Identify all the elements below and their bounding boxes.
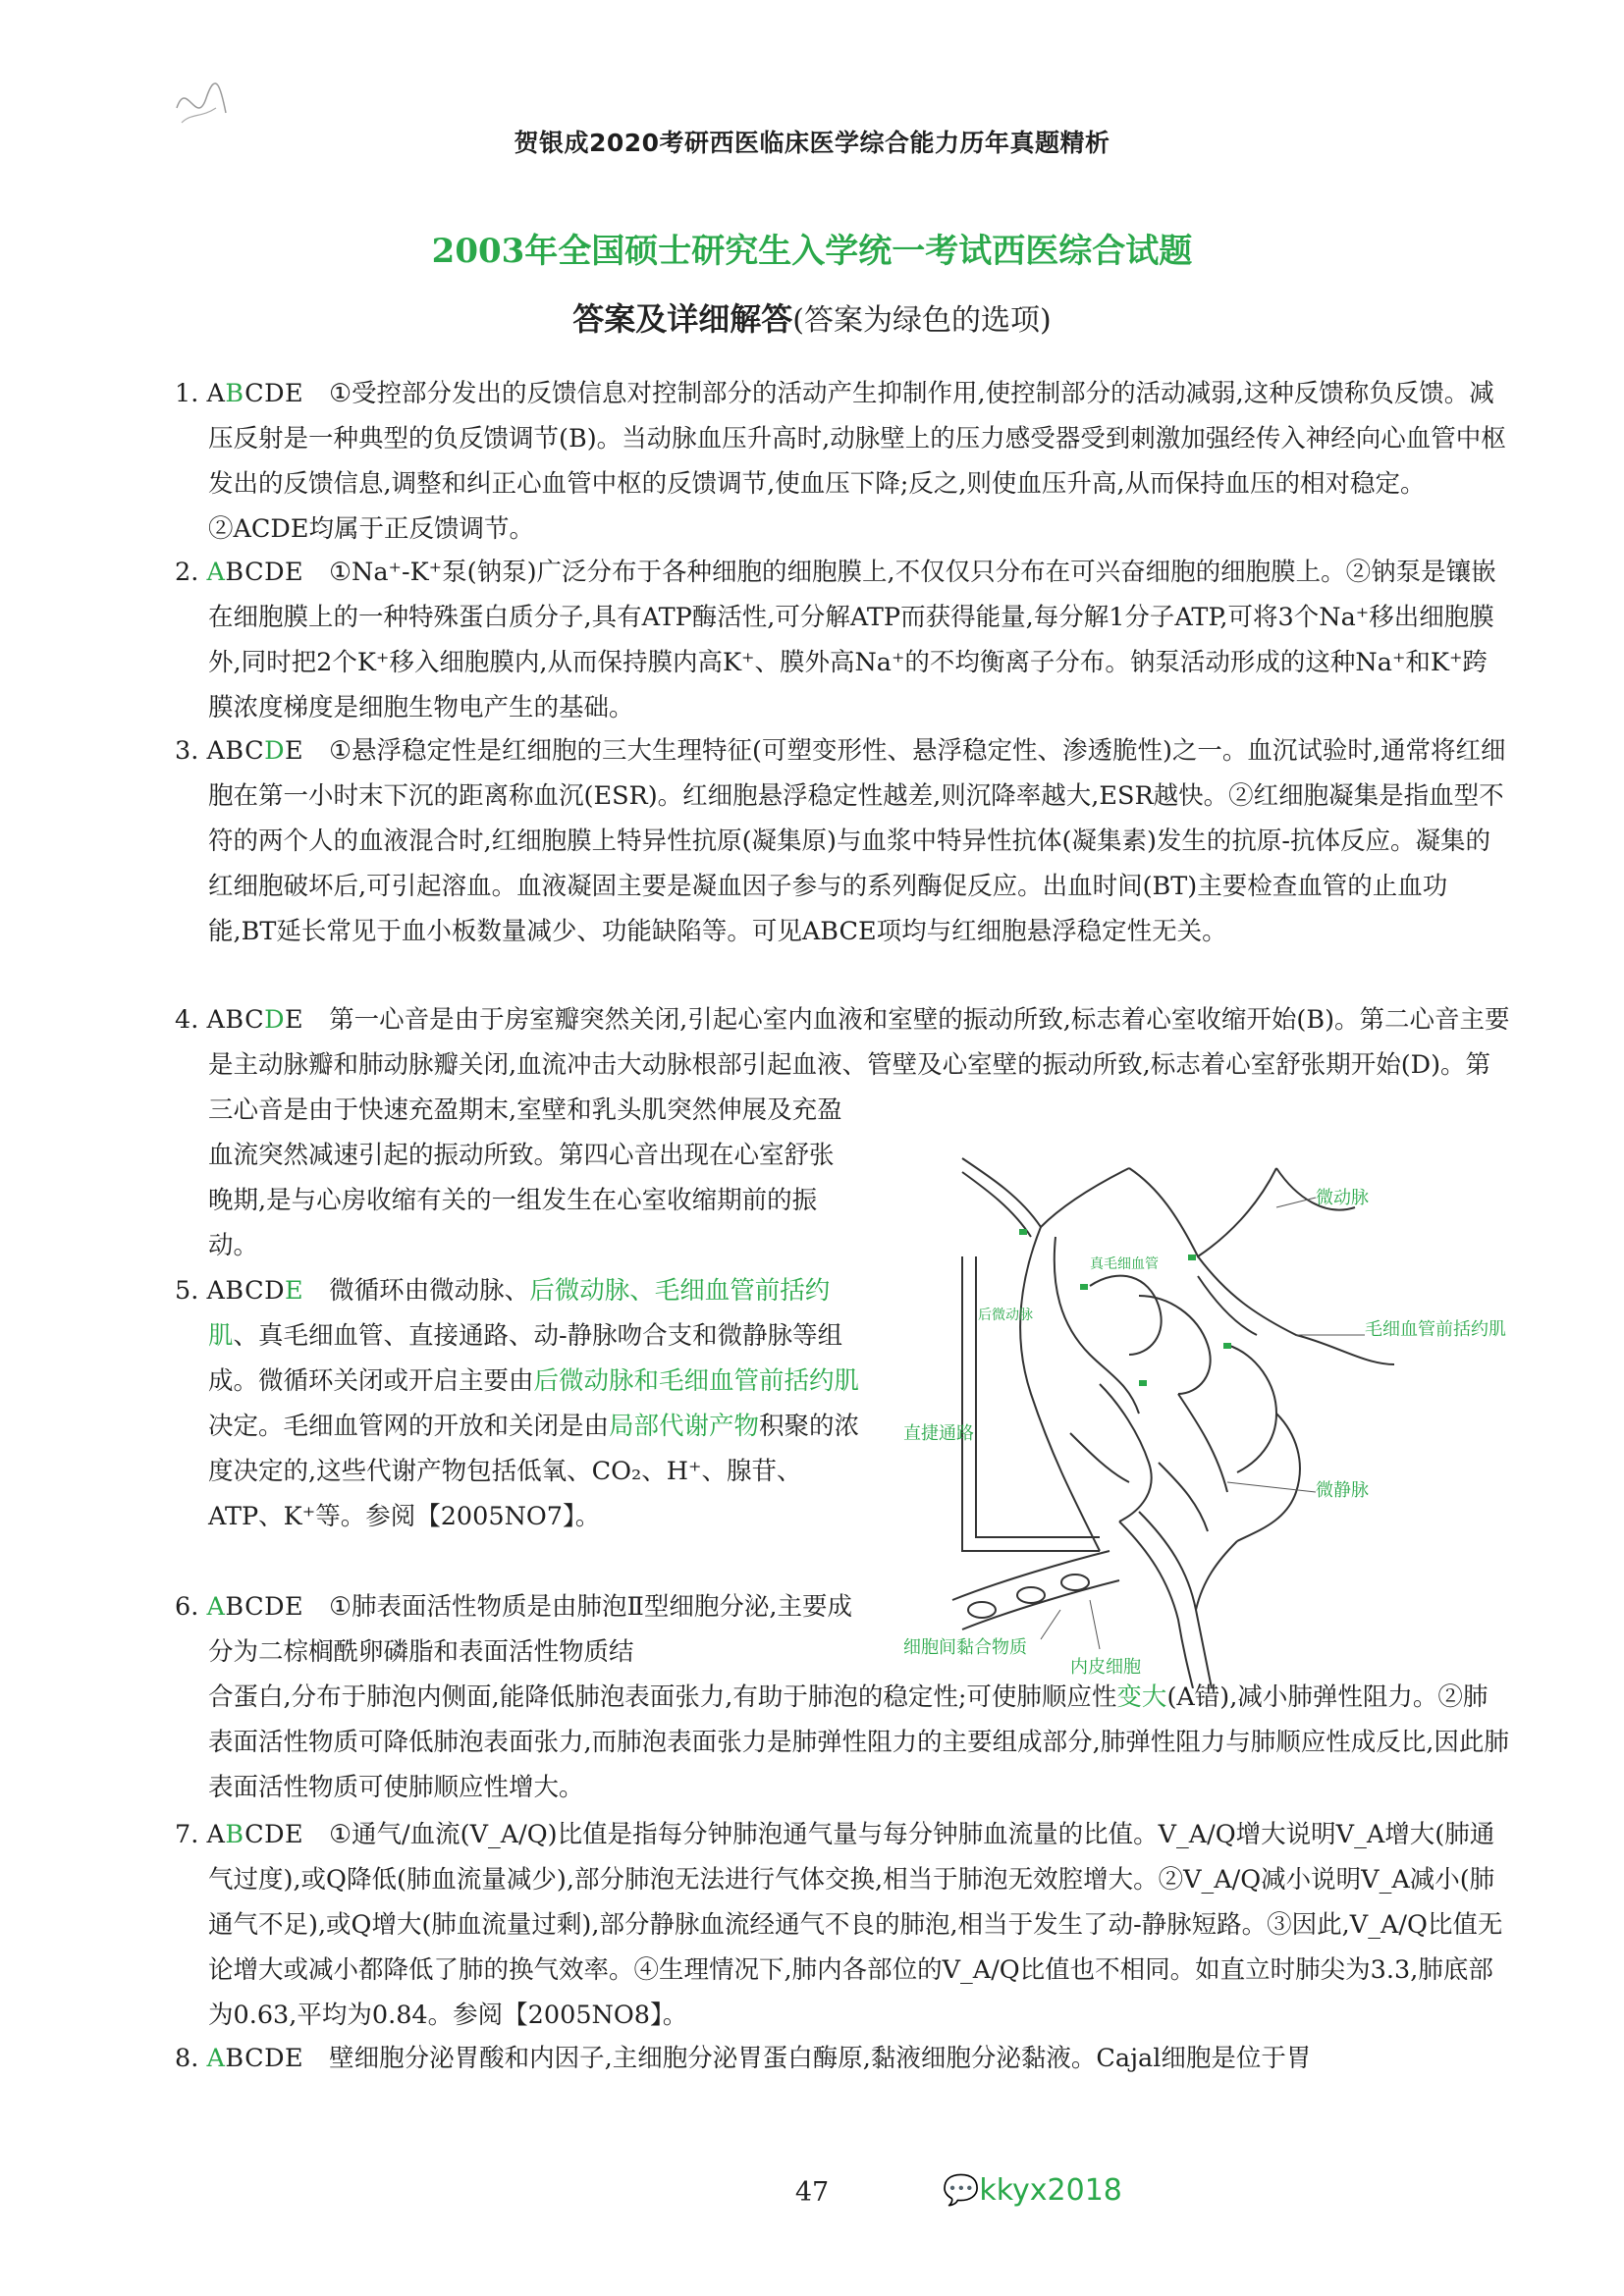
q8-explanation: 壁细胞分泌胃酸和内因子,主细胞分泌胃蛋白酶原,黏液细胞分泌黏液。Cajal细胞是位于胃 [329, 2044, 1312, 2073]
watermark [943, 2173, 1122, 2208]
label-matrix: 细胞间黏合物质 [903, 1637, 1027, 1658]
q3-number: 3. [175, 736, 199, 766]
question-6 [175, 1584, 862, 1675]
question-8 [175, 2036, 1510, 2081]
q5-highlight-2: 后微动脉和毛细血管前括约肌 [533, 1366, 860, 1396]
q5-number: 5. [175, 1276, 199, 1306]
label-true-capillary: 真毛细血管 [1090, 1256, 1159, 1272]
q6-number: 6. [175, 1592, 199, 1622]
answer-subtitle [0, 294, 1624, 340]
q4-explanation: 第一心音是由于房室瓣突然关闭,引起心室内血液和室壁的振动所致,标志着心室收缩开始(B)。第二心音主要是主动脉瓣和肺动脉瓣关闭,血流冲击大动脉根部引起血液、管壁及心室壁的振动所致,标志着心室舒张期开始(D)。第三心音是由于快速充盈期末,室壁和乳头肌突然伸展及充盈 [208, 1005, 1510, 1125]
microcirculation-figure [903, 1139, 1512, 1688]
label-thoroughfare: 直捷通路 [903, 1423, 974, 1444]
question-4 [175, 997, 1510, 1133]
q5-highlight-1: 后微动脉、毛细血管前括约肌 [208, 1276, 831, 1351]
q5-text-1: 微循环由微动脉、 [329, 1276, 530, 1306]
subtitle-note: (答案为绿色的选项) [792, 303, 1052, 338]
question-7 [175, 1812, 1510, 2038]
question-2 [175, 550, 1510, 730]
exam-title: 2003年全国硕士研究生入学统一考试西医综合试题 [431, 232, 1193, 271]
question-1 [175, 371, 1510, 552]
label-endothelium: 内皮细胞 [1070, 1657, 1141, 1678]
q2-explanation: ①Na⁺-K⁺泵(钠泵)广泛分布于各种细胞的细胞膜上,不仅仅只分布在可兴奋细胞的细胞膜上。②钠泵是镶嵌在细胞膜上的一种特殊蛋白质分子,具有ATP酶活性,可分解ATP而获得能量,每分解1分子ATP,可将3个Na⁺移出细胞膜外,同时把2个K⁺移入细胞膜内,从而保持膜内高K⁺、膜外高Na⁺的不均衡离子分布。钠泵活动形成的这种Na⁺和K⁺跨膜浓度梯度是细胞生物电产生的基础。 [208, 558, 1496, 722]
label-venule: 微静脉 [1316, 1480, 1369, 1501]
q1-number: 1. [175, 379, 199, 408]
page-number: 47 [794, 2177, 830, 2208]
q1-explanation: ①受控部分发出的反馈信息对控制部分的活动产生抑制作用,使控制部分的活动减弱,这种反馈称负反馈。减压反射是一种典型的负反馈调节(B)。当动脉血压升高时,动脉壁上的压力感受器受到刺激加强经传入神经向心血管中枢发出的反馈信息,调整和纠正心血管中枢的反馈调节,使血压下降;反之,则使血压升高,从而保持血压的相对稳定。②ACDE均属于正反馈调节。 [208, 379, 1506, 544]
q5-text-2: 、真毛细血管、直接通路、动-静脉吻合支和微静脉等组成。微循环关闭或开启主要由 [208, 1321, 843, 1396]
question-4-continued [208, 1133, 856, 1268]
question-6-continued [208, 1675, 1510, 1810]
q5-text-3: 决定。毛细血管网的开放和关闭是由 [208, 1412, 610, 1441]
q7-number: 7. [175, 1820, 199, 1849]
q4-options: ABCDE [206, 1005, 304, 1035]
q3-explanation: ①悬浮稳定性是红细胞的三大生理特征(可塑变形性、悬浮稳定性、渗透脆性)之一。血沉试验时,通常将红细胞在第一小时末下沉的距离称血沉(ESR)。红细胞悬浮稳定性越差,则沉降率越大,ESR越快。②红细胞凝集是指血型不符的两个人的血液混合时,红细胞膜上特异性抗原(凝集原)与血浆中特异性抗体(凝集素)发生的抗原-抗体反应。凝集的红细胞破坏后,可引起溶血。血液凝固主要是凝血因子参与的系列酶促反应。出血时间(BT)主要检查血管的止血功能,BT延长常见于血小板数量减少、功能缺陷等。可见ABCE项均与红细胞悬浮稳定性无关。 [208, 736, 1506, 946]
q8-options: ABCDE [206, 2044, 304, 2073]
label-metarteriole: 后微动脉 [978, 1308, 1033, 1323]
q3-options: ABCDE [206, 736, 304, 766]
subtitle-main: 答案及详细解答 [572, 300, 793, 338]
q4-explanation-cont: 血流突然减速引起的振动所致。第四心音出现在心室舒张晚期,是与心房收缩有关的一组发生在心室收缩期前的振动。 [208, 1141, 835, 1260]
chat-icon: 💬 [943, 2173, 980, 2208]
q5-highlight-3: 局部代谢产物 [609, 1412, 760, 1441]
q6-options: ABCDE [206, 1592, 304, 1622]
label-sphincter: 毛细血管前括约肌 [1365, 1319, 1506, 1340]
q8-number: 8. [175, 2044, 199, 2073]
q5-options: ABCDE [206, 1276, 304, 1306]
q7-options: ABCDE [206, 1820, 304, 1849]
q7-explanation: ①通气/血流(V_A/Q)比值是指每分钟肺泡通气量与每分钟肺血流量的比值。V_A/Q增大说明V_A增大(肺通气过度),或Q降低(肺血流量减少),部分肺泡无法进行气体交换,相当于肺泡无效腔增大。②V_A/Q减小说明V_A减小(肺通气不足),或Q增大(肺血流量过剩),部分静脉血流经通气不良的肺泡,相当于发生了动-静脉短路。③因此,V_A/Q比值无论增大或减小都降低了肺的换气效率。④生理情况下,肺内各部位的V_A/Q比值也不相同。如直立时肺尖为3.3,肺底部为0.63,平均为0.84。参阅【2005NO8】。 [208, 1820, 1503, 2030]
q4-number: 4. [175, 1005, 199, 1035]
q5-text-4: 积聚的浓度决定的,这些代谢产物包括低氧、CO₂、H⁺、腺苷、ATP、K⁺等。参阅【2005NO7】。 [208, 1412, 860, 1531]
q6-text-2a: 合蛋白,分布于肺泡内侧面,能降低肺泡表面张力,有助于肺泡的稳定性;可使肺顺应性 [208, 1682, 1117, 1712]
watermark-text: kkyx2018 [979, 2173, 1122, 2208]
label-arteriole: 微动脉 [1316, 1188, 1369, 1208]
q6-explanation: ①肺表面活性物质是由肺泡Ⅱ型细胞分泌,主要成分为二棕榈酰卵磷脂和表面活性物质结 [208, 1592, 852, 1667]
running-header: 贺银成2020考研西医临床医学综合能力历年真题精析 [514, 129, 1110, 157]
microcirculation-diagram [903, 1139, 1512, 1688]
q6-text-2b: (A错),减小肺弹性阻力。②肺表面活性物质可降低肺泡表面张力,而肺泡表面张力是肺弹性阻力的主要组成部分,肺弹性阻力与肺顺应性成反比,因此肺表面活性物质可使肺顺应性增大。 [208, 1682, 1509, 1802]
q1-options: ABCDE [206, 379, 304, 408]
q2-number: 2. [175, 558, 199, 587]
q6-highlight: 变大 [1116, 1682, 1167, 1712]
question-3 [175, 728, 1510, 954]
question-5 [175, 1268, 862, 1539]
q2-options: ABCDE [206, 558, 304, 587]
